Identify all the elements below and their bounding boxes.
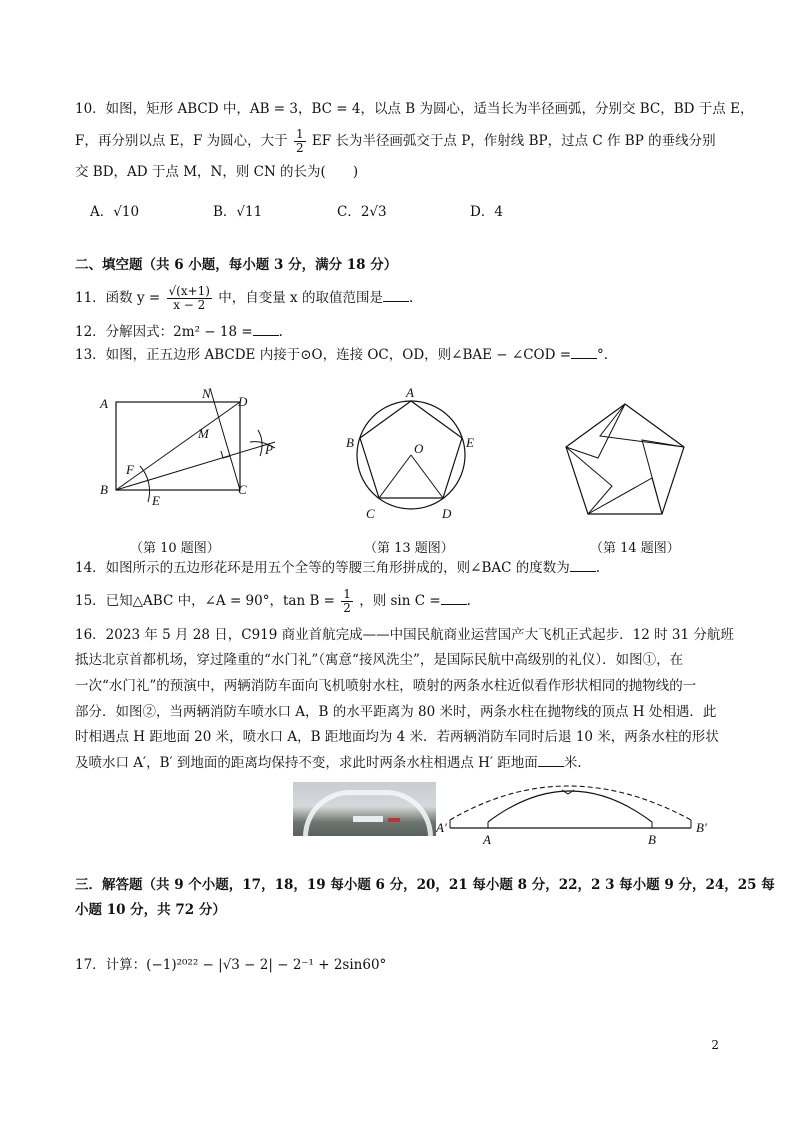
figure-13 (338, 385, 488, 535)
fig10-label-a: A (100, 396, 108, 411)
figure-16-diagram (436, 772, 716, 847)
q10-line2a: F，再分别以点 E，F 为圆心，大于 (75, 133, 288, 149)
q11-blank (383, 289, 409, 302)
q16-line4: 部分．如图②，当两辆消防车喷水口 A，B 的水平距离为 80 米时，两条水柱在抛物线的顶点 H 处相遇．此 (75, 704, 717, 720)
fig10-label-n: N (202, 386, 211, 401)
fig10-caption: （第 10 题图） (130, 541, 220, 556)
fig13-caption: （第 13 题图） (364, 541, 454, 556)
q10-line2 (75, 128, 716, 155)
fig13-label-o: O (414, 441, 424, 456)
q10-option-a: A．√10 (90, 204, 140, 220)
fig10-label-f: F (126, 462, 134, 477)
fig13-label-b: B (346, 435, 354, 450)
fig10-label-e: E (152, 493, 160, 508)
q16-line5: 时相遇点 H 距地面 20 米，喷水口 A，B 距地面均为 4 米．若两辆消防车同时后退 10 米，两条水柱的形状 (75, 729, 719, 745)
q11: 11．函数 y = $\frac{√(x+1)}{x - 2}$ 中，自变量 x 的取值范围是 . (75, 284, 414, 312)
q15-fraction: $\frac{1}{2}$ (343, 587, 351, 615)
fig14-caption: （第 14 题图） (590, 541, 680, 556)
fig10-label-c: C (238, 482, 247, 497)
q16-line1: 16．2023 年 5 月 28 日，C919 商业首航完成——中国民航商业运营国产大飞机正式起步．12 时 31 分航班 (75, 627, 734, 643)
q12: 12．分解因式：2m² − 18 = . (75, 324, 283, 340)
figure-10 (90, 382, 290, 532)
section3-title-line2: 小题 10 分，共 72 分） (75, 902, 226, 918)
q13: 13．如图，正五边形 ABCDE 内接于⊙O，连接 OC，OD，则∠BAE − ∠COD = °. (75, 347, 609, 363)
q12-blank (253, 323, 279, 336)
q10-line3: 交 BD，AD 于点 M，N，则 CN 的长为( ) (75, 164, 359, 180)
q14-blank (570, 559, 596, 572)
q16-line6: 及喷水口 A′，B′ 到地面的距离均保持不变，求此时两条水柱相遇点 H′ 距地面 米. (75, 755, 582, 771)
fig10-label-p: P (265, 442, 273, 457)
page-number: 2 (711, 1038, 719, 1052)
q10-line2b: EF 长为半径画弧交于点 P，作射线 BP，过点 C 作 BP 的垂线分别 (311, 133, 716, 149)
figure-14 (560, 400, 690, 520)
section3-title-line1: 三．解答题（共 9 个小题，17，18，19 每小题 6 分，20，21 每小题 8 分，22，2 3 每小题 9 分，24，25 每 (75, 877, 775, 893)
q17: 17．计算：(−1)²⁰²² − |√3 − 2| − 2⁻¹ + 2sin60° (75, 957, 387, 973)
fig13-label-c: C (366, 506, 375, 521)
q16-line3: 一次“水门礼”的预演中，两辆消防车面向飞机喷射水柱，喷射的两条水柱近似看作形状相同的抛物线的一 (75, 678, 697, 694)
fig13-label-d: D (442, 506, 452, 521)
q15-blank (441, 592, 467, 605)
fig10-label-m: M (198, 426, 209, 441)
fig10-label-b: B (100, 482, 108, 497)
q16-line2: 抵达北京首都机场，穿过隆重的“水门礼”（寓意“接风洗尘”，是国际民航中高级别的礼仪）．如图①，在 (75, 652, 684, 668)
fig13-label-e: E (466, 435, 474, 450)
q11-fraction: $\frac{√(x+1)}{x - 2}$ (168, 284, 210, 312)
fig16-label-a-prime: A′ (436, 820, 447, 835)
fig13-label-a: A (406, 385, 414, 400)
q13-blank (571, 346, 597, 359)
q10-line1: 10．如图，矩形 ABCD 中，AB = 3，BC = 4，以点 B 为圆心，适当长为半径画弧，分别交 BC，BD 于点 E， (75, 101, 754, 117)
fig10-label-d: D (238, 394, 248, 409)
q10-option-b: B．√11 (213, 204, 263, 220)
q10-option-d: D．4 (470, 204, 503, 220)
fig16-label-b: B (648, 832, 656, 847)
q16-blank (538, 754, 564, 767)
fig16-label-a: A (483, 832, 491, 847)
q10-fraction: $\frac{1}{2}$ (295, 127, 304, 155)
water-salute-photo (293, 782, 436, 836)
q14: 14．如图所示的五边形花环是用五个全等的等腰三角形拼成的，则∠BAC 的度数为 . (75, 560, 601, 576)
q15: 15．已知△ABC 中，∠A = 90°，tan B = $\frac{1}{2}$ ，则 sin C = . (75, 587, 471, 615)
fig16-label-b-prime: B′ (696, 820, 707, 835)
q10-option-c: C．2√3 (337, 204, 387, 220)
section2-title: 二、填空题（共 6 小题，每小题 3 分，满分 18 分） (75, 257, 398, 273)
